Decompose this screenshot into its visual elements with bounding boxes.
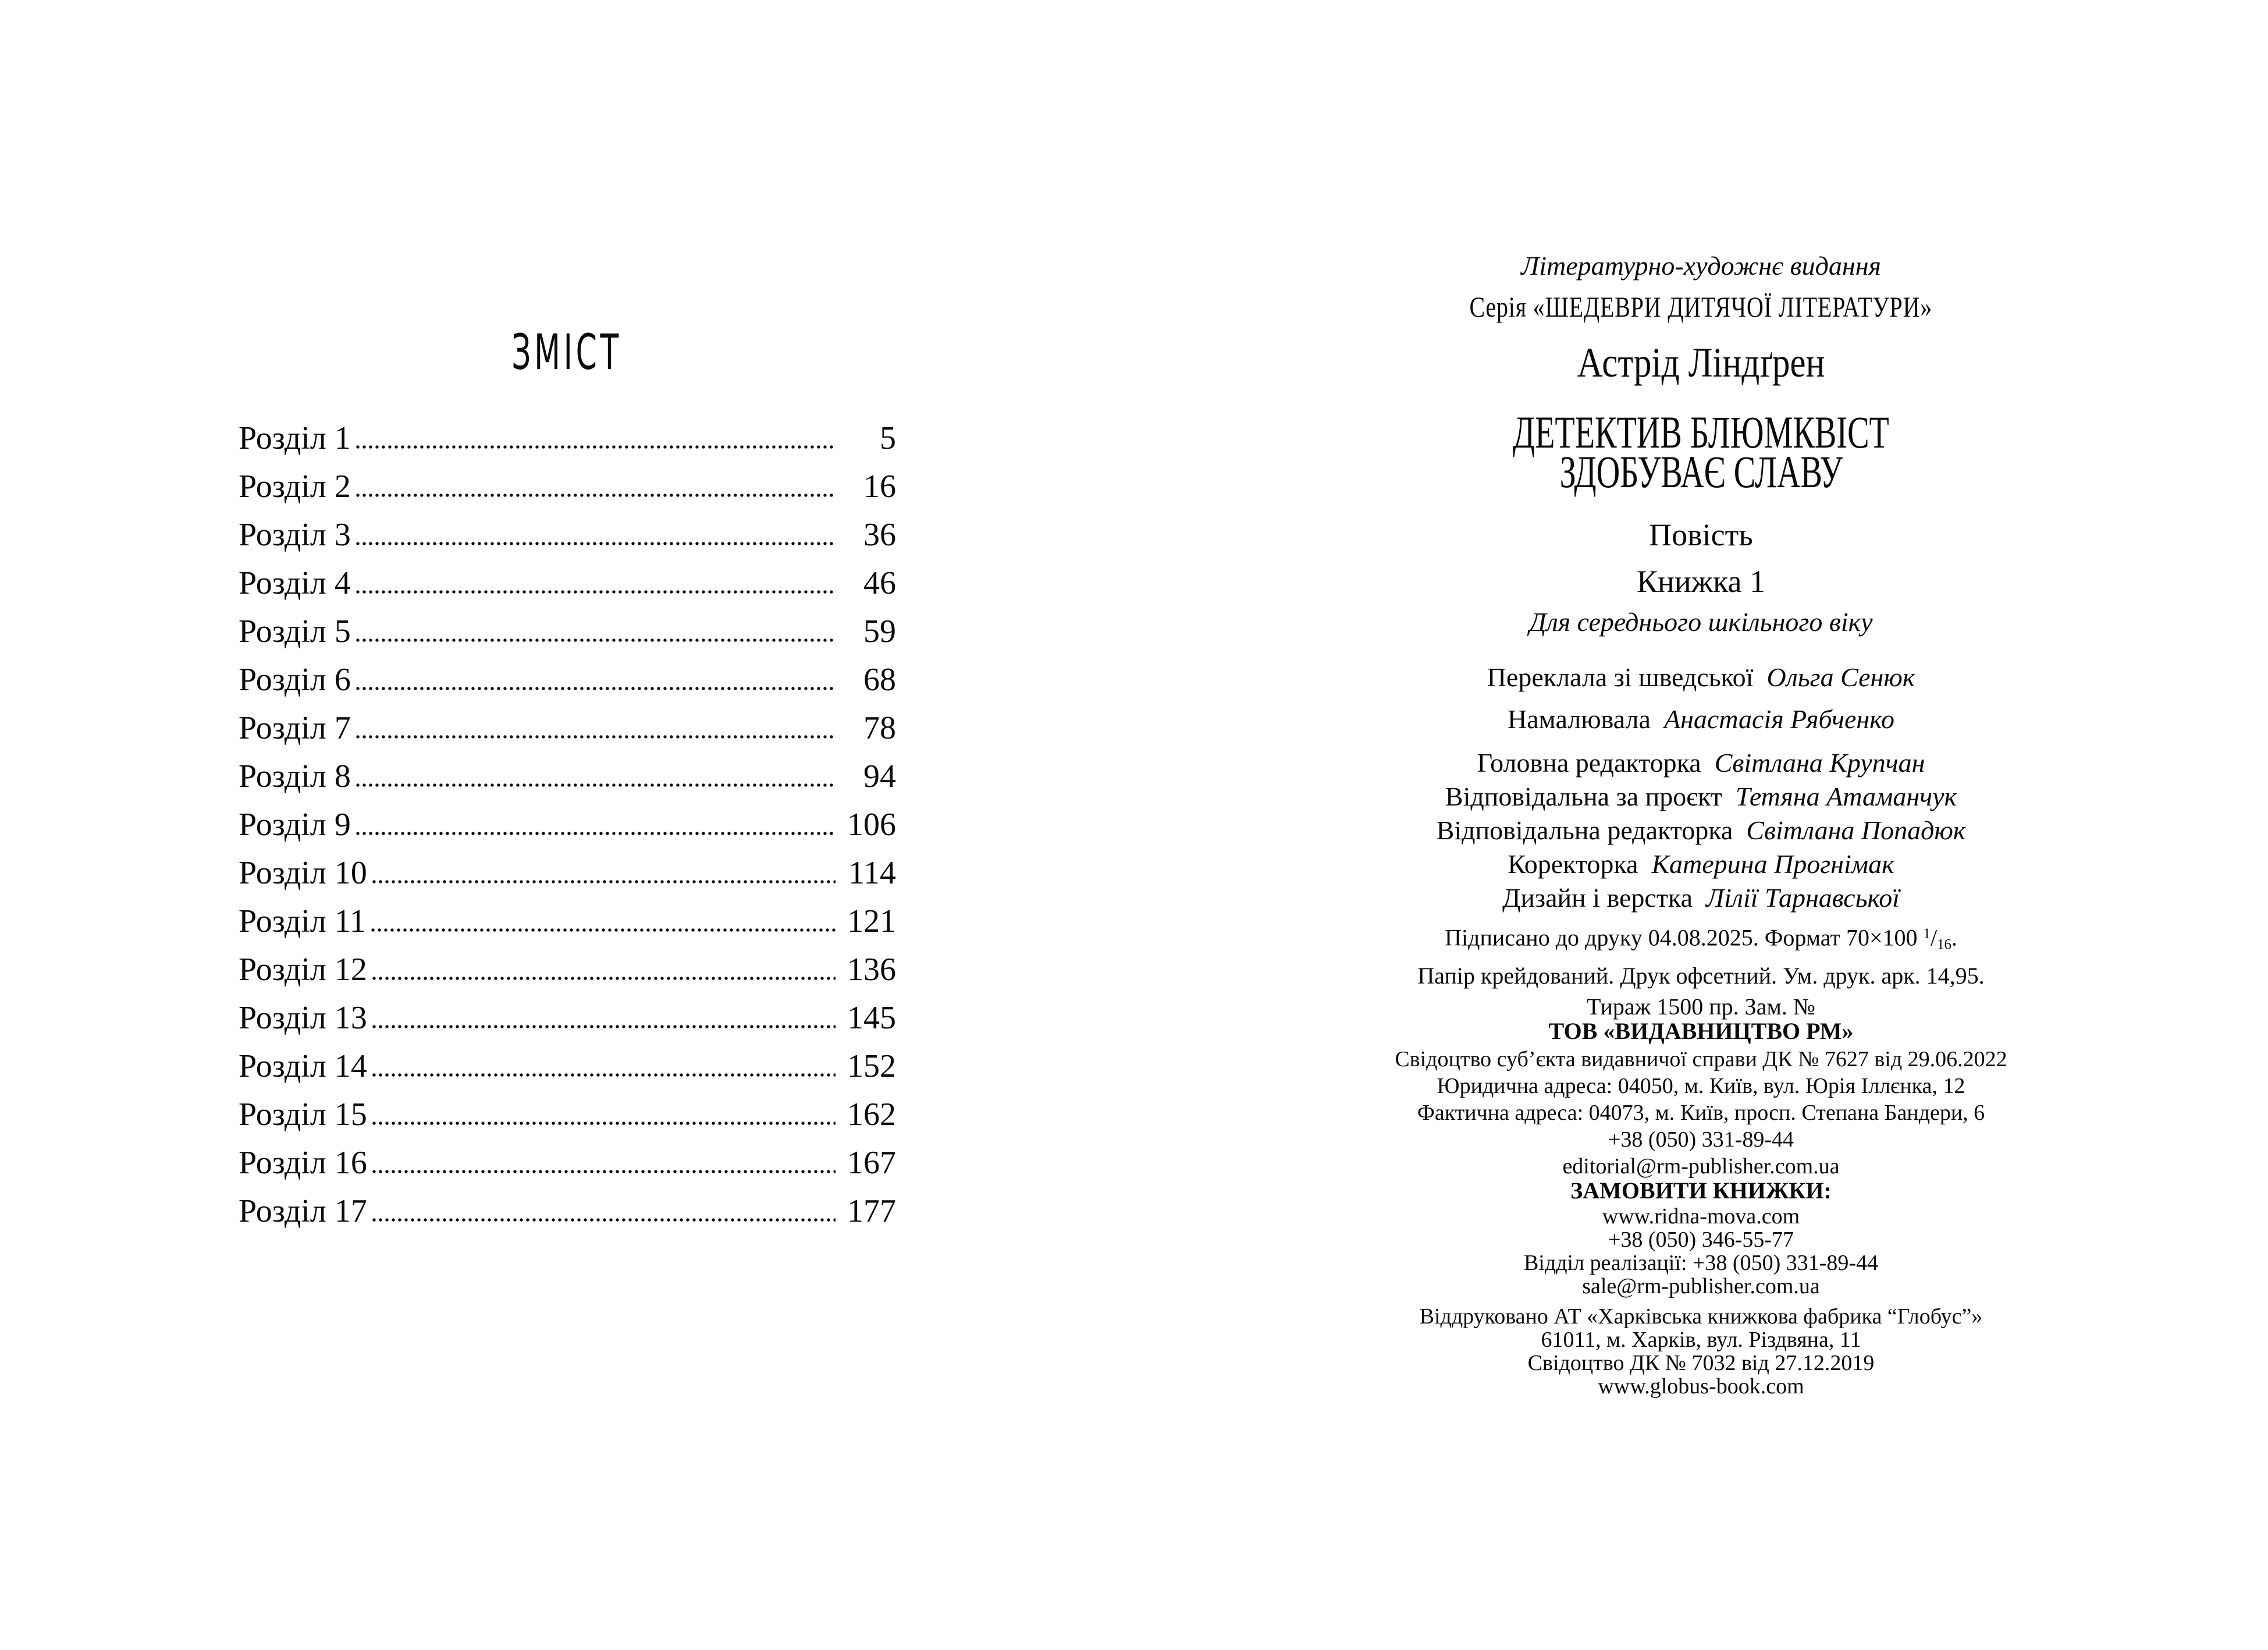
audience-note: Для середнього шкільного віку [1529,607,1873,637]
toc-row [239,801,896,849]
toc-page-number: 121 [847,903,896,939]
book-title-text-2: ЗДОБУВАЄ СЛАВУ [1559,446,1843,497]
toc-chapter-label: Розділ 14 [239,1048,367,1084]
series-line [1134,290,2268,324]
toc-page-number: 145 [847,1000,896,1036]
staff-line [1134,881,2268,915]
edition-note: Літературно-художнє видання [1521,251,1881,281]
format-fraction-numerator: 1 [1923,926,1931,942]
toc-page-number: 177 [847,1193,896,1229]
staff-role: Відповідальна за проєкт [1445,782,1722,811]
order-detail-line: sale@rm-publisher.com.ua [1582,1274,1820,1298]
book-title-text-1: ДЕТЕКТИВ БЛЮМКВІСТ [1512,407,1890,457]
toc-chapter-label: Розділ 8 [239,758,351,794]
contributor-role: Намалювала [1508,704,1651,734]
colophon-page [1134,0,2268,1650]
toc-row [239,1042,896,1091]
imprint-line-3: Тираж 1500 пр. Зам. № [1587,993,1815,1020]
publisher-detail-line: Юридична адреса: 04050, м. Київ, вул. Юрія Іллєнка, 12 [1437,1074,1965,1098]
contributor-name: Анастасія Рябченко [1663,704,1894,734]
contributor-line [1134,698,2268,740]
printing-house-line: 61011, м. Харків, вул. Різдвяна, 11 [1541,1328,1861,1352]
toc-page-number: 94 [863,758,896,794]
genre-label: Повість [1649,517,1753,552]
toc-page-number: 5 [880,420,896,456]
toc-row [239,849,896,897]
order-details [1134,1205,2268,1298]
toc-row [239,946,896,994]
toc-row [239,414,896,463]
publisher-details [1134,1046,2268,1180]
toc-row [239,656,896,704]
toc-row [239,1091,896,1139]
toc-row [239,897,896,946]
toc-row [239,704,896,753]
author-text: Астрід Ліндґрен [1577,339,1825,386]
staff-line [1134,780,2268,814]
author-name [1134,339,2268,387]
toc-list [239,414,896,1236]
imprint-line-2: Папір крейдований. Друк офсетний. Ум. друк. арк. 14,95. [1417,962,1985,989]
staff-line [1134,746,2268,780]
book-number: Книжка 1 [1636,564,1765,599]
imprint-line-1-period: . [1951,924,1957,951]
printing-house-line: Свідоцтво ДК № 7032 від 27.12.2019 [1527,1351,1875,1375]
staff-name: Світлана Попадюк [1746,815,1966,845]
printing-house-line: www.globus-book.com [1598,1374,1804,1399]
order-detail-line: www.ridna-mova.com [1602,1204,1800,1229]
toc-chapter-label: Розділ 17 [239,1193,367,1229]
toc-chapter-label: Розділ 7 [239,710,351,746]
staff-name: Світлана Крупчан [1714,748,1925,778]
book-title-line-2 [1134,446,2268,498]
staff-role: Дизайн і верстка [1502,883,1693,913]
staff-name: Тетяна Атаманчук [1735,782,1957,811]
format-fraction-denominator: 16 [1937,936,1951,953]
toc-row [239,608,896,656]
publisher-name: ТОВ «ВИДАВНИЦТВО РМ» [1548,1018,1854,1044]
toc-chapter-label: Розділ 5 [239,613,351,650]
staff-block [1134,746,2268,915]
toc-row [239,511,896,559]
toc-page-number: 16 [863,469,896,505]
toc-title-text: ЗМІСТ [511,324,623,381]
imprint-line-1 [1134,918,2268,960]
toc-row [239,1187,896,1236]
order-heading: ЗАМОВИТИ КНИЖКИ: [1570,1177,1832,1204]
toc-page-number: 114 [848,855,896,891]
contributor-role: Переклала зі шведської [1487,662,1754,692]
publisher-detail-line: Свідоцтво суб’єкта видавничої справи ДК № 7627 від 29.06.2022 [1395,1047,2007,1071]
order-detail-line: Відділ реалізації: +38 (050) 331-89-44 [1523,1251,1879,1275]
toc-chapter-label: Розділ 3 [239,517,351,553]
toc-row [239,463,896,511]
toc-chapter-label: Розділ 12 [239,952,367,988]
toc-chapter-label: Розділ 4 [239,565,351,601]
printing-house-details [1134,1305,2268,1398]
toc-chapter-label: Розділ 9 [239,807,351,843]
series-text: Серія «ШЕДЕВРИ ДИТЯЧОЇ ЛІТЕРАТУРИ» [1469,290,1933,323]
toc-page-number: 106 [847,807,896,843]
toc-row [239,559,896,608]
toc-chapter-label: Розділ 2 [239,469,351,505]
toc-chapter-label: Розділ 15 [239,1097,367,1133]
staff-name: Лілії Тарнавської [1706,883,1900,913]
imprint-format-text: Підписано до друку 04.08.2025. Формат 70×100 [1445,924,1924,951]
toc-row [239,753,896,801]
toc-chapter-label: Розділ 13 [239,1000,367,1036]
toc-row [239,994,896,1042]
toc-chapter-label: Розділ 10 [239,855,367,891]
toc-chapter-label: Розділ 6 [239,662,351,698]
toc-page-number: 162 [847,1097,896,1133]
toc-page-number: 68 [863,662,896,698]
toc-page-number: 167 [847,1145,896,1181]
toc-chapter-label: Розділ 11 [239,903,366,939]
print-run-info [1134,918,2268,1022]
order-detail-line: +38 (050) 346-55-77 [1608,1227,1794,1252]
publisher-detail-line: +38 (050) 331-89-44 [1608,1127,1794,1152]
staff-role: Відповідальна редакторка [1436,815,1733,845]
toc-chapter-label: Розділ 1 [239,420,351,456]
staff-name: Катерина Прогнімак [1651,849,1894,879]
toc-page-number: 46 [863,565,896,601]
publisher-detail-line: Фактична адреса: 04073, м. Київ, просп. Степана Бандери, 6 [1417,1101,1985,1125]
contributor-name: Ольга Сенюк [1766,662,1915,692]
toc-page-number: 136 [847,952,896,988]
toc-row [239,1139,896,1187]
toc-page-number: 152 [847,1048,896,1084]
printing-house-line: Віддруковано АТ «Харківська книжкова фабрика “Глобус”» [1419,1304,1983,1329]
format-fraction-slash: / [1930,924,1938,951]
staff-line [1134,847,2268,881]
toc-page-number: 78 [863,710,896,746]
staff-role: Головна редакторка [1477,748,1701,778]
toc-page-number: 59 [863,613,896,650]
toc-chapter-label: Розділ 16 [239,1145,367,1181]
toc-title [0,324,1134,381]
staff-role: Коректорка [1508,849,1638,879]
toc-page-number: 36 [863,517,896,553]
publisher-detail-line: editorial@rm-publisher.com.ua [1562,1154,1840,1179]
staff-line [1134,814,2268,847]
contributors-block [1134,657,2268,740]
contributor-line [1134,657,2268,698]
